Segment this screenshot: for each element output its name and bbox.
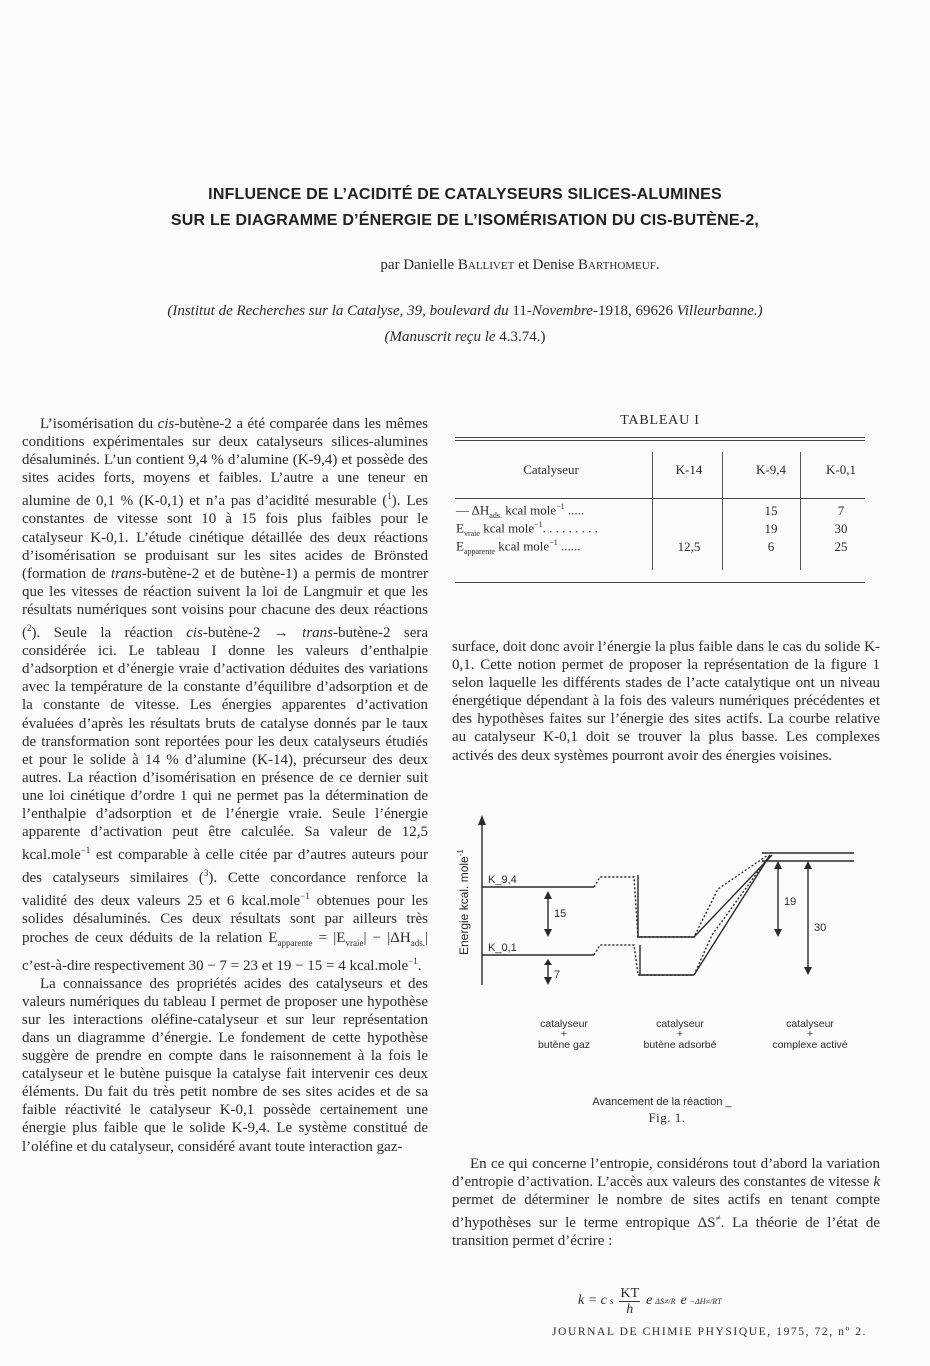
stage-1-plus: +	[560, 1028, 568, 1040]
paragraph: La connaissance des propriétés acides des catalyseurs et des valeurs numériques du tableau I permet de proposer une hypothèse sur les interactions oléfine-catalyseur et sur leur représentation dans un diagramme d’énergie. Le fondement de cette hypothèse suggère de prendre en compte dans le raisonnement à la fois le catalyseur et le butène puisque la catalyse fait intervenir ces deux éléments. Du fait du très petit nombre de ses sites acides et de sa faible réactivité le catalyseur K-0,1 possède certainement une énergie plus faible que le solide K-9,4. Le système constitué de l’oléfine et du catalyseur, considéré avant toute interaction gaz-	[22, 975, 428, 1155]
column-header: Catalyseur	[523, 462, 579, 477]
table-cell: 15	[764, 502, 778, 518]
table-cell: 19	[764, 520, 778, 536]
arrowhead	[544, 891, 552, 899]
adsorbed-level-k94	[638, 875, 694, 937]
label-delta-30: 30	[814, 922, 827, 934]
arrowhead	[804, 967, 812, 975]
journal-footer: JOURNAL DE CHIMIE PHYSIQUE, 1975, 72, nº 2.	[552, 1326, 868, 1338]
column-header: K-0,1	[826, 462, 856, 477]
y-axis-label: Energie kcal. mole$^{-1}$	[456, 849, 471, 955]
paragraph: En ce qui concerne l’entropie, considérons tout d’abord la variation d’entropie d’activation. L’accès aux valeurs des constantes de vitesse k permet de déterminer le nombre de sites actifs en tenant compte d’hypothèses sur le terme entropique ΔS≠. La théorie de l’état de transition permet d’écrire :	[452, 1156, 880, 1250]
table-cell: 12,5	[677, 538, 701, 554]
label-delta-7: 7	[554, 969, 561, 981]
label-k01: K_0,1	[488, 942, 517, 954]
table-rule-top-2	[455, 440, 865, 441]
byline: par Danielle Ballivet et Denise Barthomeuf.	[380, 257, 660, 273]
stage-1-label: butène gaz	[538, 1039, 590, 1051]
arrowhead	[774, 861, 782, 869]
figure-caption: Fig. 1.	[648, 1110, 686, 1125]
table-row	[452, 520, 868, 538]
stage-3-label: complexe activé	[772, 1039, 848, 1051]
table-row	[452, 502, 868, 520]
paragraph: L’isomérisation du cis-butène-2 a été comparée dans les mêmes conditions expérimentales sur deux catalyseurs silices-alumines désaluminés. L’un contient 9,4 % d’alumine (K-9,4) et possède des sites acides forts, moyens et faibles. L’autre a une teneur en alumine de 0,1 % (K-0,1) et n’a pas d’acidité mesurable ($^1$). Les constantes de vitesse sont 10 à 15 fois plus faibles pour le catalyseur K-0,1. L’étude cinétique détaillée des deux réactions d’isomérisation se produisant sur les sites acides de Brönsted (formation de trans-butène-2 et de butène-1) a permis de montrer que les vitesses de réaction suivent la loi de Langmuir et que les résultats numériques sont voisins pour chacune des deux réactions ($^2$). Seule la réaction cis-butène-2 → trans-butène-2 sera considérée ici. Le tableau I donne les valeurs d’enthalpie d’adsorption et d’énergie vraie d’activation déduites des variations avec la température de la constante d’équilibre d’adsorption et de la constante de vitesse. Les énergies apparentes d’activation évaluées d’après les résultats bruts de catalyse donnés par le taux de transformation sont reportées pour les deux catalyseurs étudiés et pour le solide à 14 % d’alumine (K-14), précurseur des deux autres. La réaction d’isomérisation en présence de ce dernier suit une loi cinétique d’ordre 1 qui ne permet pas la détermination de l’enthalpie d’adsorption et de l’énergie vraie. Seule l’énergie apparente d’activation peut être calculée. Sa valeur de 12,5 kcal.mole$^{-1}$ est comparable à celle citée par d’autres auteurs pour des catalyseurs similaires ($^3$). Cette concordance renforce la validité des deux valeurs 25 et 6 kcal.mole$^{-1}$ obtenues pour les solides désaluminés. Ces deux résultats sont par ailleurs très proches de ceux déduits de la relation $E_{apparente} = |E_{vraie}| - |\Delta H_{ads.}|$ c’est-à-dire respectivement 30 − 7 = 23 et 19 − 15 = 4 kcal.mole$^{-1}$.	[22, 416, 429, 974]
row-label: $E_{apparente}$ kcal mole$^{-1}$ ......	[456, 537, 581, 556]
arrowhead	[774, 929, 782, 937]
right-column-bottom	[452, 1155, 880, 1250]
paper-title-line-2: SUR LE DIAGRAMME D’ÉNERGIE DE L’ISOMÉRISATION DU CIS-BUTÈNE-2,	[170, 212, 760, 229]
table-rule-bottom	[455, 582, 865, 583]
adsorbed-level-k01	[640, 945, 694, 975]
author-1: Ballivet	[457, 257, 515, 273]
path-k01	[594, 855, 770, 975]
arrowhead	[544, 977, 552, 985]
author-2: Barthomeuf.	[578, 257, 660, 273]
label-delta-19: 19	[784, 896, 797, 908]
fraction: KT h	[620, 1285, 640, 1317]
table-cell	[650, 520, 728, 538]
institution: (Institut de Recherches sur la Catalyse, 39, boulevard du 11-Novembre-1918, 69626 Villeurbanne.)	[167, 303, 763, 319]
left-column	[22, 415, 428, 1156]
ascend-k94	[694, 855, 772, 937]
stage-1-label: catalyseur	[540, 1018, 588, 1030]
row-label: $E_{vraie}$ kcal mole$^{-1}$. . . . . . . . .	[456, 519, 598, 538]
y-axis-arrow	[478, 815, 486, 825]
manuscript-date: (Manuscrit reçu le 4.3.74.)	[384, 329, 546, 345]
table-title: TABLEAU I	[620, 413, 700, 428]
energy-diagram	[452, 815, 882, 1135]
column-header: K-14	[675, 462, 703, 477]
stage-3-plus: +	[806, 1028, 814, 1040]
stage-2-plus: +	[676, 1028, 684, 1040]
table-cell: 30	[834, 520, 848, 536]
stage-3-label: catalyseur	[786, 1018, 834, 1030]
arrowhead	[544, 959, 552, 965]
x-axis-label: Avancement de la réaction _	[592, 1096, 732, 1108]
table-1	[452, 462, 868, 556]
table-cell: 7	[837, 502, 845, 518]
ascend-k01	[694, 855, 770, 975]
column-header: K-9,4	[756, 462, 786, 477]
table-cell	[650, 502, 728, 520]
arrowhead	[544, 929, 552, 937]
arrowhead	[804, 861, 812, 869]
path-k94	[594, 855, 768, 937]
table-cell: 6	[767, 538, 775, 554]
label-delta-15: 15	[554, 908, 567, 920]
paper-title-line-1: INFLUENCE DE L’ACIDITÉ DE CATALYSEURS SILICES-ALUMINES	[208, 186, 722, 203]
table-row	[452, 538, 868, 556]
row-label: — $\Delta H_{ads.}$ kcal mole$^{-1}$ .....	[456, 502, 585, 520]
label-k94: K_9,4	[488, 874, 517, 886]
table-rule-top	[455, 437, 865, 438]
stage-2-label: butène adsorbé	[643, 1039, 717, 1051]
right-column-top	[452, 638, 880, 765]
equation: k = c s KT h e ΔS≠/R e −ΔH≠/RT	[578, 1285, 722, 1317]
paragraph: surface, doit donc avoir l’énergie la plus faible dans le cas du solide K-0,1. Cette notion permet de proposer la représentation de la figure 1 selon laquelle les différents stades de l’acte catalytique ont un niveau énergétique dépendant à la fois des valeurs numériques précédentes et des hypothèses faites sur l’énergie des sites actifs. La courbe relative au catalyseur K-0,1 doit se trouver la plus basse. Les complexes activés des deux systèmes pourront avoir des énergies voisines.	[452, 639, 880, 764]
table-header-row	[452, 462, 868, 502]
stage-2-label: catalyseur	[656, 1018, 704, 1030]
table-cell: 25	[834, 538, 848, 554]
